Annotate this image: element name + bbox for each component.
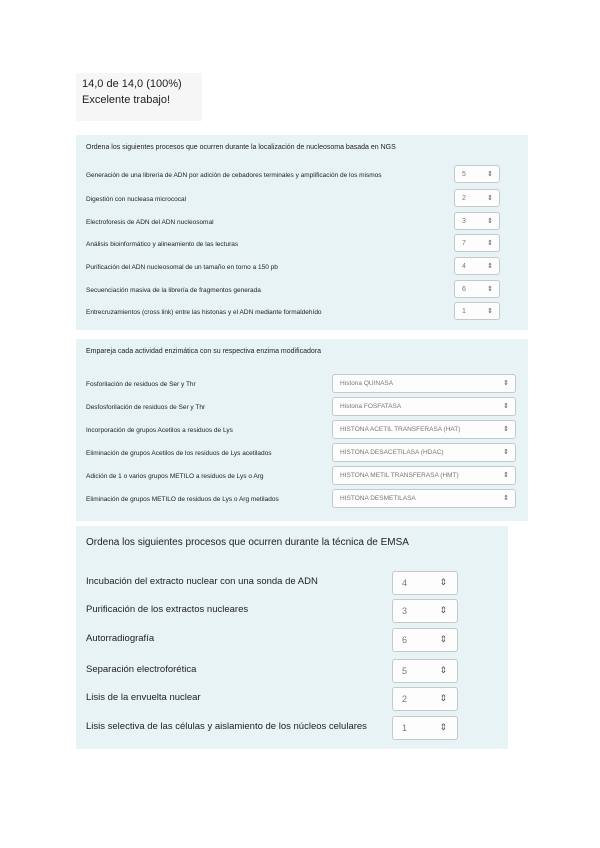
row-label: Lisis de la envuelta nuclear <box>86 692 201 703</box>
row-label: Generación de una librería de ADN por adición de cebadores terminales y amplificación de los mismos <box>86 172 382 179</box>
sort-arrows-icon: ⇕ <box>439 605 447 615</box>
question-ngs-order <box>76 135 528 330</box>
row-label: Desfosforilación de residuos de Ser y Thr <box>86 404 206 411</box>
row-label: Eliminación de grupos METILO de residuos de Lys o Arg metilados <box>86 496 279 503</box>
match-row <box>76 374 528 394</box>
order-select[interactable]: 2 ⇕ <box>454 189 500 207</box>
row-label: Purificación del ADN nucleosomal de un tamaño en torno a 150 pb <box>86 264 278 271</box>
order-row <box>76 628 508 654</box>
row-label: Lisis selectiva de las células y aislamiento de los núcleos celulares <box>86 721 367 732</box>
order-row <box>76 165 528 185</box>
match-row <box>76 397 528 417</box>
sort-arrows-icon: ⇕ <box>503 472 509 479</box>
sort-arrows-icon: ⇕ <box>487 240 493 247</box>
match-row <box>76 420 528 440</box>
sort-arrows-icon: ⇕ <box>439 665 447 675</box>
order-row <box>76 257 528 277</box>
order-row <box>76 571 508 597</box>
sort-arrows-icon: ⇕ <box>503 426 509 433</box>
row-label: Purificación de los extractos nucleares <box>86 604 249 615</box>
row-label: Incubación del extracto nuclear con una sonda de ADN <box>86 576 318 587</box>
match-row <box>76 466 528 486</box>
sort-arrows-icon: ⇕ <box>487 218 493 225</box>
match-select[interactable]: Histona FOSFATASA ⇕ <box>332 397 516 416</box>
row-label: Digestión con nucleasa micrococal <box>86 196 187 203</box>
order-select[interactable]: 2 ⇕ <box>392 687 458 711</box>
row-label: Incorporación de grupos Acetilos a residuos de Lys <box>86 427 233 434</box>
row-label: Análisis bioinformático y alineamiento de las lecturas <box>86 241 239 248</box>
order-select[interactable]: 6 ⇕ <box>454 280 500 298</box>
row-label: Eliminación de grupos Acetilos de los residuos de Lys acetilados <box>86 450 272 457</box>
order-row <box>76 280 528 300</box>
sort-arrows-icon: ⇕ <box>439 722 447 732</box>
order-row <box>76 302 528 322</box>
order-select[interactable]: 4 ⇕ <box>392 571 458 595</box>
row-label: Secuenciación masiva de la librería de fragmentos generada <box>86 287 261 294</box>
order-select[interactable]: 6 ⇕ <box>392 628 458 652</box>
question-title: Empareja cada actividad enzimática con su respectiva enzima modificadora <box>86 348 322 355</box>
grade-feedback: Excelente trabajo! <box>82 94 171 106</box>
order-select[interactable]: 1 ⇕ <box>392 716 458 740</box>
row-label: Separación electroforética <box>86 664 197 675</box>
grade-score: 14,0 de 14,0 (100%) <box>82 78 182 90</box>
row-label: Electroforesis de ADN del ADN nucleosomal <box>86 219 214 226</box>
sort-arrows-icon: ⇕ <box>439 634 447 644</box>
match-select[interactable]: HISTONA DESACETILASA (HDAC) ⇕ <box>332 443 516 462</box>
order-row <box>76 189 528 209</box>
match-select[interactable]: HISTONA ACETIL TRANSFERASA (HAT) ⇕ <box>332 420 516 439</box>
order-select[interactable]: 5 ⇕ <box>454 165 500 183</box>
order-row <box>76 599 508 625</box>
question-enzyme-match <box>76 339 528 521</box>
order-select[interactable]: 3 ⇕ <box>392 599 458 623</box>
match-row <box>76 443 528 463</box>
row-label: Adición de 1 o varios grupos METILO a residuos de Lys o Arg <box>86 473 264 480</box>
sort-arrows-icon: ⇕ <box>487 171 493 178</box>
sort-arrows-icon: ⇕ <box>439 577 447 587</box>
order-row <box>76 659 508 685</box>
match-select[interactable]: Histona QUINASA ⇕ <box>332 374 516 393</box>
order-select[interactable]: 4 ⇕ <box>454 257 500 275</box>
order-select[interactable]: 7 ⇕ <box>454 234 500 252</box>
match-row <box>76 489 528 509</box>
sort-arrows-icon: ⇕ <box>503 495 509 502</box>
question-emsa-order <box>76 526 508 749</box>
match-select[interactable]: HISTONA DESMETILASA ⇕ <box>332 489 516 508</box>
match-select[interactable]: HISTONA METIL TRANSFERASA (HMT) ⇕ <box>332 466 516 485</box>
sort-arrows-icon: ⇕ <box>487 195 493 202</box>
question-title: Ordena los siguientes procesos que ocurren durante la técnica de EMSA <box>86 537 409 548</box>
row-label: Fosforilación de residuos de Ser y Thr <box>86 381 196 388</box>
order-select[interactable]: 5 ⇕ <box>392 659 458 683</box>
sort-arrows-icon: ⇕ <box>503 380 509 387</box>
sort-arrows-icon: ⇕ <box>439 693 447 703</box>
sort-arrows-icon: ⇕ <box>487 263 493 270</box>
sort-arrows-icon: ⇕ <box>487 308 493 315</box>
sort-arrows-icon: ⇕ <box>503 403 509 410</box>
sort-arrows-icon: ⇕ <box>487 286 493 293</box>
question-title: Ordena los siguientes procesos que ocurren durante la localización de nucleosoma basada en NGS <box>86 144 396 151</box>
row-label: Entrecruzamientos (cross link) entre las histonas y el ADN mediante formaldehído <box>86 309 322 316</box>
sort-arrows-icon: ⇕ <box>503 449 509 456</box>
grade-summary <box>76 73 202 121</box>
order-row <box>76 212 528 232</box>
order-row <box>76 234 528 254</box>
row-label: Autorradiografía <box>86 633 155 644</box>
order-select[interactable]: 1 ⇕ <box>454 302 500 320</box>
order-select[interactable]: 3 ⇕ <box>454 212 500 230</box>
order-row <box>76 716 508 742</box>
order-row <box>76 687 508 713</box>
